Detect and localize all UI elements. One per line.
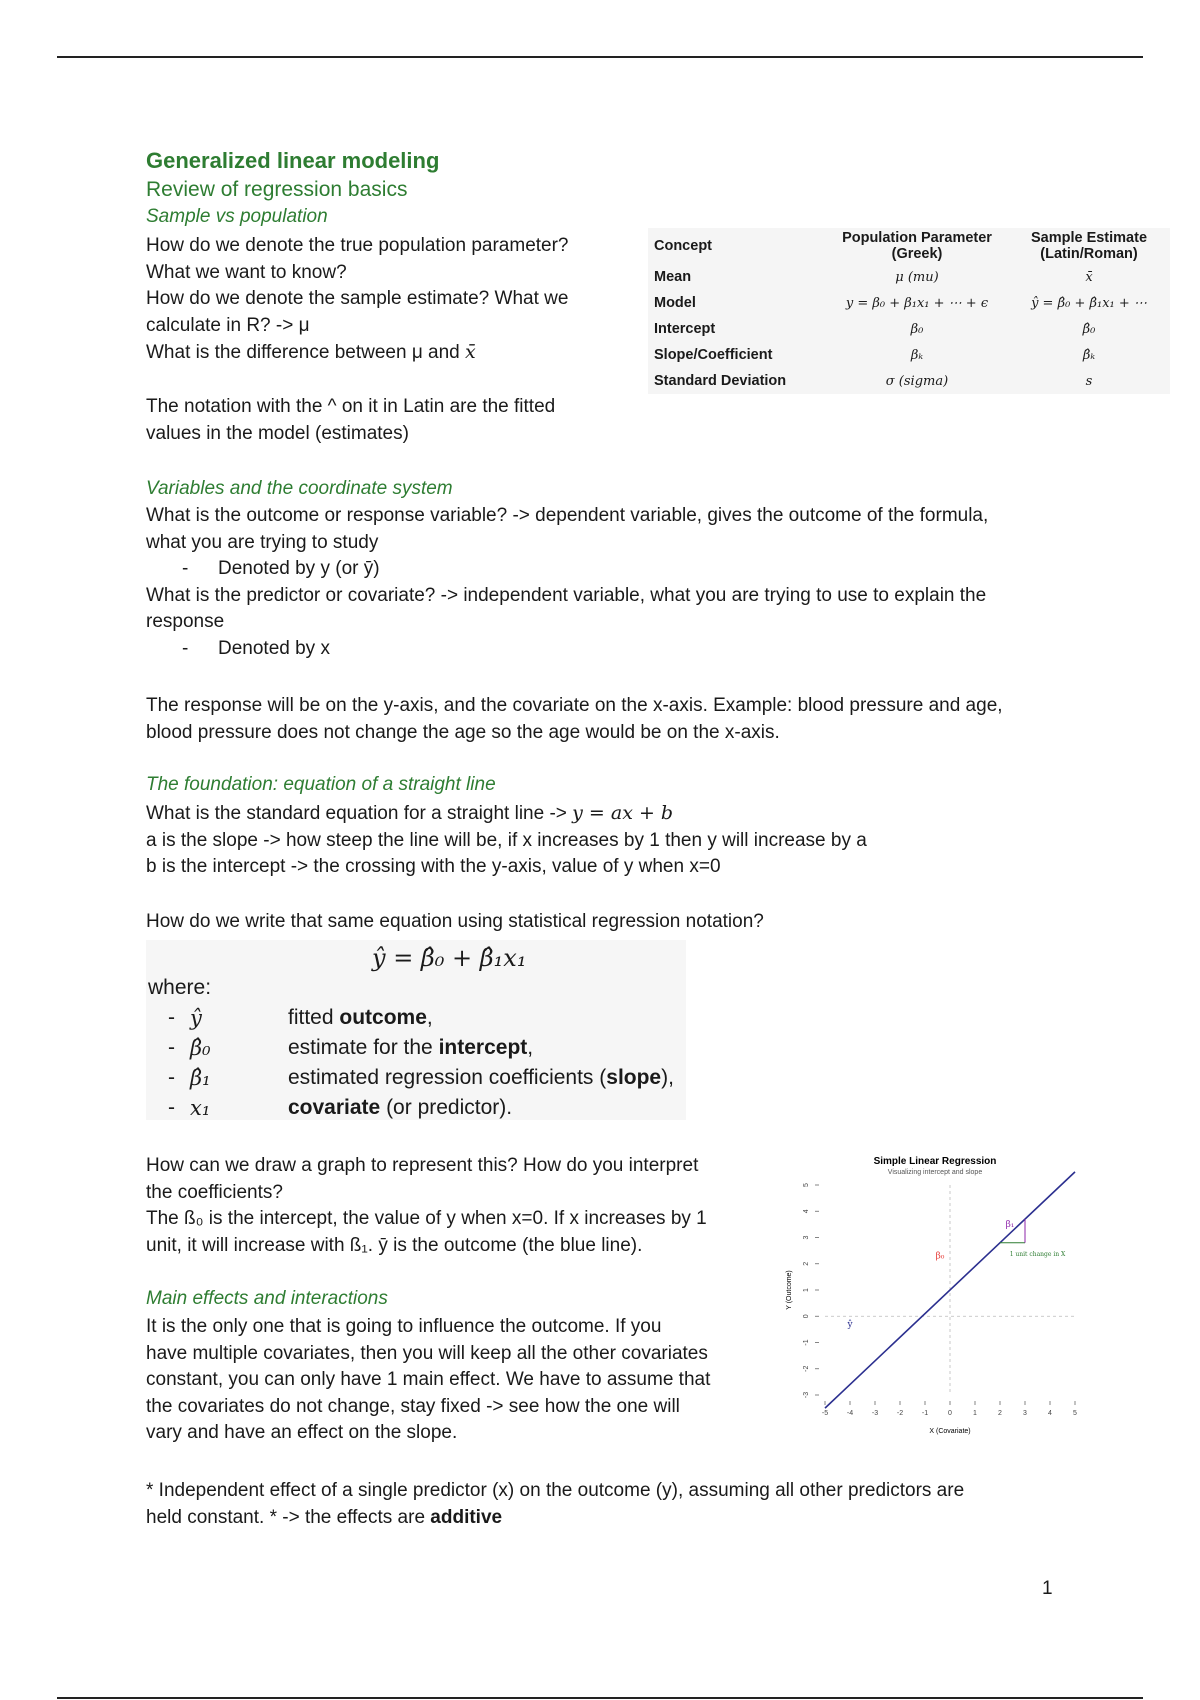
chart-annotation: β₀ [935,1251,945,1262]
y-tick-label: 0 [803,1314,810,1319]
dash-bullet: - [168,1036,175,1059]
x-tick-label: 5 [1073,1410,1077,1417]
text-line: What is the predictor or covariate? -> independent variable, what you are trying to use to explain the [146,584,987,606]
text-line: What is the standard equation for a straight line -> y = ax + b [146,802,674,824]
y-tick-label: -2 [803,1365,810,1372]
main-effects-text [146,1314,766,1447]
section-heading: Review of regression basics [146,178,408,201]
table-cell-concept: Mean [654,269,692,285]
text-line: vary and have an effect on the slope. [146,1422,458,1443]
chart-annotation: 1 unit change in X [1009,1250,1066,1258]
term-description: covariate (or predictor). [288,1096,513,1119]
x-tick-label: 1 [973,1410,977,1417]
y-tick-label: 1 [803,1288,810,1292]
dash-bullet: - [168,1066,175,1089]
bottom-rule [57,1697,1143,1699]
footnote [146,1478,964,1531]
graph-text [146,1153,766,1259]
x-tick-label: -4 [846,1410,854,1417]
table-cell-population: σ (sigma) [885,373,949,389]
x-tick-label: -2 [896,1410,904,1417]
y-tick-label: -1 [803,1339,810,1346]
x-tick-label: -3 [871,1410,879,1417]
table-cell-concept: Intercept [654,321,716,337]
subsection-heading: Variables and the coordinate system [146,478,453,499]
text-line: * Independent effect of a single predictor (x) on the outcome (y), assuming all other predictors are [146,1480,965,1501]
y-tick-label: 3 [803,1235,810,1240]
term-description: fitted outcome, [288,1006,433,1029]
table-cell-population: β₀ [910,321,924,337]
text-line: the coefficients? [146,1181,283,1203]
text-line: The ß₀ is the intercept, the value of y when x=0. If x increases by 1 [146,1208,707,1229]
term-symbol: x₁ [190,1096,211,1120]
top-rule [57,56,1143,58]
y-tick-label: 2 [803,1261,810,1266]
x-tick-label: -5 [821,1410,829,1417]
text-line: How do we denote the true population parameter? [146,235,569,256]
x-tick-label: 0 [948,1410,952,1417]
table-cell-population: μ (mu) [895,269,939,285]
dash-bullet: - [168,1096,175,1119]
regression-equation: ŷ = β̂₀ + β̂₁x₁ [372,944,527,972]
sample-questions [146,233,569,367]
regression-question: How do we write that same equation using statistical regression notation? [146,911,764,932]
notation-table [648,228,1170,394]
table-cell-sample: ŷ = β̂₀ + β̂₁x₁ + ⋯ [1031,295,1147,311]
notation-note [146,394,555,447]
table-cell-population: y = β₀ + β₁x₁ + ⋯ + ϵ [845,295,989,311]
table-header: Sample Estimate (Latin/Roman) [1030,230,1148,262]
chart-title: Simple Linear Regression [873,1156,997,1167]
table-header: Population Parameter (Greek) [842,230,992,262]
y-axis-label: Y (Outcome) [786,1270,793,1310]
text-line: The response will be on the y-axis, and the covariate on the x-axis. Example: blood pressure and age, [146,695,1003,716]
notation-table-wrapper [648,228,1170,394]
table-row [648,264,1170,290]
axis-explanation [146,693,1003,746]
page-number: 1 [1042,1578,1053,1599]
dash-bullet: - [168,1006,175,1029]
y-tick-label: 4 [803,1209,810,1214]
y-tick-label: 5 [803,1183,810,1187]
table-row [648,290,1170,316]
bullet-item: - Denoted by x [146,636,988,663]
table-row [648,368,1170,394]
table-cell-concept: Model [654,295,696,311]
text-line: What is the difference between μ and x̄ [146,341,476,363]
term-description: estimate for the intercept, [288,1036,534,1059]
y-tick-label: -3 [803,1391,810,1399]
table-row [648,342,1170,368]
x-tick-label: 4 [1048,1410,1052,1417]
subsection-heading: Main effects and interactions [146,1288,388,1309]
x-axis-label: X (Covariate) [929,1428,971,1435]
dash-bullet: - [182,558,189,579]
table-header: Concept [654,238,712,254]
text-line: The notation with the ^ on it in Latin are the fitted [146,396,556,417]
x-tick-label: 3 [1023,1410,1027,1417]
text-line: unit, it will increase with ß₁. ȳ is the outcome (the blue line). [146,1234,643,1256]
table-cell-sample: β̂ₖ [1082,347,1096,363]
table-row [648,316,1170,342]
term-description: estimated regression coefficients (slope), [288,1066,674,1089]
term-symbol: β̂₁ [190,1066,211,1090]
table-cell-sample: x̄ [1085,269,1093,285]
text-line: What we want to know? [146,261,347,283]
text-line: How can we draw a graph to represent this? How do you interpret [146,1155,699,1176]
text-line: blood pressure does not change the age so the age would be on the x-axis. [146,721,780,743]
text-line: response [146,611,225,632]
term-symbol: ŷ [190,1006,202,1030]
table-cell-population: βₖ [910,347,924,363]
text-line: constant, you can only have 1 main effect. We have to assume that [146,1369,711,1390]
x-tick-label: 2 [998,1410,1002,1417]
table-cell-concept: Standard Deviation [654,373,787,389]
dash-bullet: - [182,637,189,659]
regression-chart [785,1150,1085,1450]
subsection-heading: Sample vs population [146,206,328,227]
text-line: have multiple covariates, then you will keep all the other covariates [146,1342,708,1364]
text-line: What is the outcome or response variable? -> dependent variable, gives the outcome of the formula, [146,505,989,526]
chart-subtitle: Visualizing intercept and slope [887,1169,983,1176]
text-line: a is the slope -> how steep the line will be, if x increases by 1 then y will increase by a [146,829,867,851]
table-cell-concept: Slope/Coefficient [654,347,773,363]
term-symbol: β̂₀ [190,1036,211,1060]
where-label: where: [148,976,212,999]
text-line: calculate in R? -> μ [146,314,310,336]
text-line: values in the model (estimates) [146,422,409,444]
text-line: the covariates do not change, stay fixed -> see how the one will [146,1395,680,1417]
subsection-heading: The foundation: equation of a straight line [146,774,496,795]
text-line: b is the intercept -> the crossing with the y-axis, value of y when x=0 [146,856,721,877]
text-line: It is the only one that is going to influence the outcome. If you [146,1316,662,1337]
foundation-text [146,800,867,881]
text-line: held constant. * -> the effects are additive [146,1506,503,1528]
variables-text [146,503,988,662]
text-line: what you are trying to study [146,531,379,553]
table-cell-sample: s [1085,373,1093,389]
page-title: Generalized linear modeling [146,148,440,173]
text-line: How do we denote the sample estimate? What we [146,288,569,309]
table-cell-sample: β̂₀ [1082,321,1096,337]
chart-annotation: ŷ [847,1319,853,1330]
chart-annotation: β₁ [1005,1220,1015,1230]
regression-equation-box [146,940,686,1120]
x-tick-label: -1 [921,1410,929,1417]
bullet-item: - Denoted by y (or ȳ) [146,556,988,583]
